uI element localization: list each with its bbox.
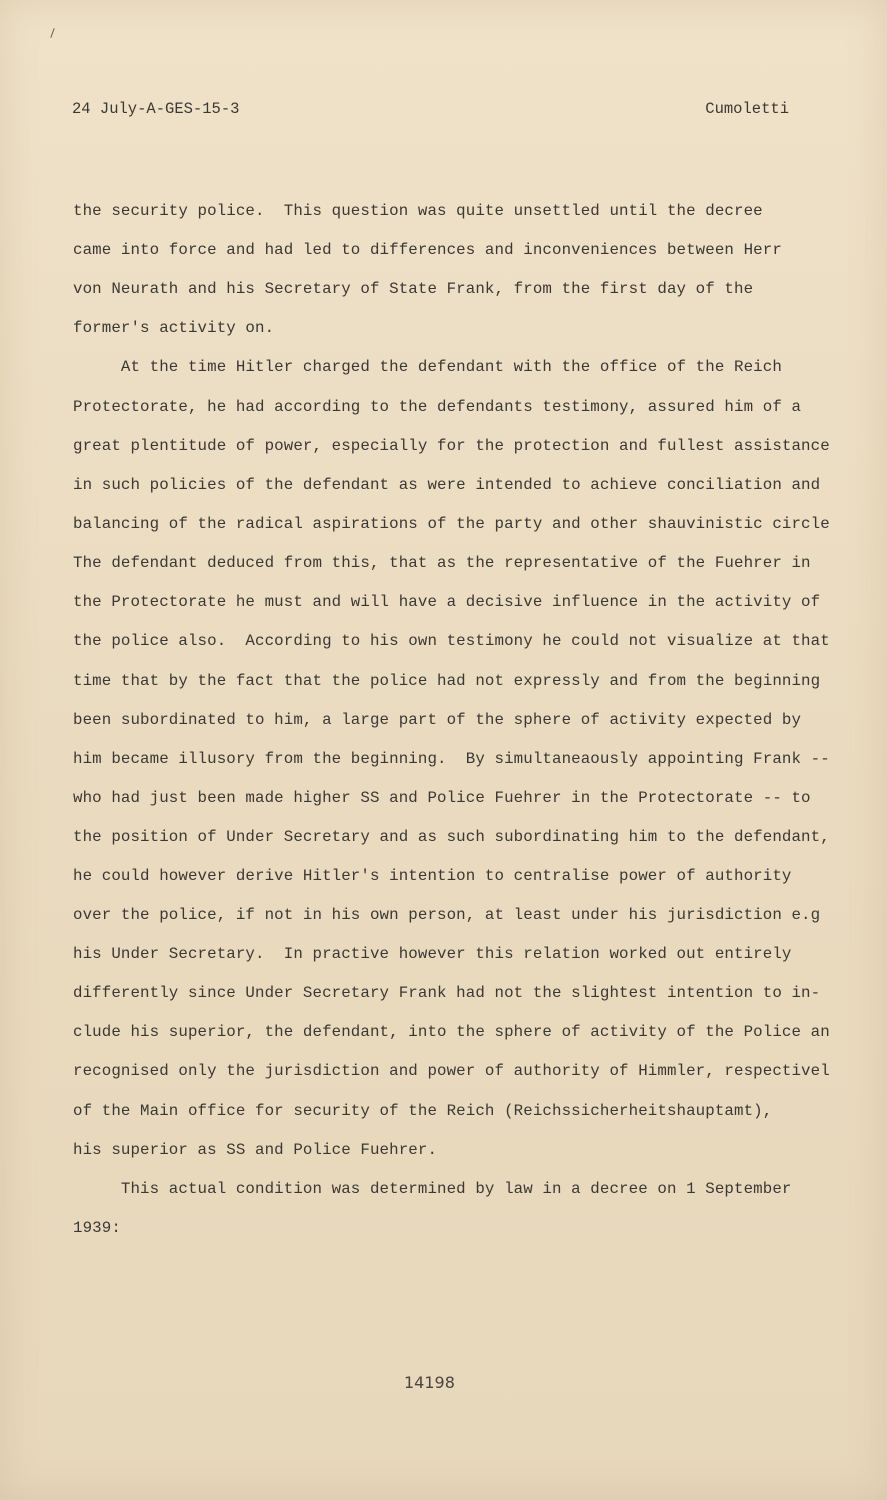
text-line: balancing of the radical aspirations of the party and other shauvinistic circle: [73, 515, 830, 534]
text-line: The defendant deduced from this, that as the representative of the Fuehrer in: [73, 554, 811, 573]
reporter-name: Cumoletti: [705, 100, 789, 118]
text-line: the police also. According to his own testimony he could not visualize at that: [73, 632, 830, 651]
text-line: former's activity on.: [73, 319, 275, 338]
text-line: 1939:: [73, 1218, 121, 1237]
text-line: clude his superior, the defendant, into the sphere of activity of the Police an: [73, 1023, 830, 1042]
text-line: of the Main office for security of the Reich (Reichssicherheitshauptamt),: [73, 1101, 773, 1120]
text-line: great plentitude of power, especially for the protection and fullest assistance: [73, 436, 830, 455]
page-number: 14198: [404, 1373, 455, 1392]
text-line: time that by the fact that the police had not expressly and from the beginning: [73, 671, 821, 690]
text-line: in such policies of the defendant as were intended to achieve conciliation and: [73, 476, 821, 495]
text-line: At the time Hitler charged the defendant with the office of the Reich: [73, 358, 782, 377]
body-text: [73, 192, 863, 1248]
text-line: von Neurath and his Secretary of State Frank, from the first day of the: [73, 280, 754, 299]
text-line: Protectorate, he had according to the defendants testimony, assured him of a: [73, 397, 802, 416]
text-line: differently since Under Secretary Frank had not the slightest intention to in-: [73, 984, 821, 1003]
text-line: his Under Secretary. In practive however this relation worked out entirely: [73, 945, 792, 964]
text-line: he could however derive Hitler's intention to centralise power of authority: [73, 867, 792, 885]
transcript-reference: 24 July-A-GES-15-3: [72, 100, 240, 118]
text-line: the security police. This question was quite unsettled until the decree: [73, 202, 763, 220]
text-line: been subordinated to him, a large part of the sphere of activity expected by: [73, 710, 802, 729]
text-line: who had just been made higher SS and Police Fuehrer in the Protectorate -- to: [73, 788, 811, 807]
text-line: recognised only the jurisdiction and power of authority of Himmler, respectivel: [73, 1062, 830, 1081]
text-line: him became illusory from the beginning. By simultaneaously appointing Frank --: [73, 749, 830, 768]
text-line: This actual condition was determined by law in a decree on 1 September: [73, 1179, 792, 1198]
text-line: the Protectorate he must and will have a decisive influence in the activity of: [73, 593, 821, 612]
margin-mark: [50, 28, 54, 38]
text-line: over the police, if not in his own person, at least under his jurisdiction e.g: [73, 906, 821, 925]
text-line: his superior as SS and Police Fuehrer.: [73, 1140, 438, 1159]
text-line: the position of Under Secretary and as such subordinating him to the defendant,: [73, 827, 830, 846]
text-line: came into force and had led to differences and inconveniences between Herr: [73, 241, 782, 260]
